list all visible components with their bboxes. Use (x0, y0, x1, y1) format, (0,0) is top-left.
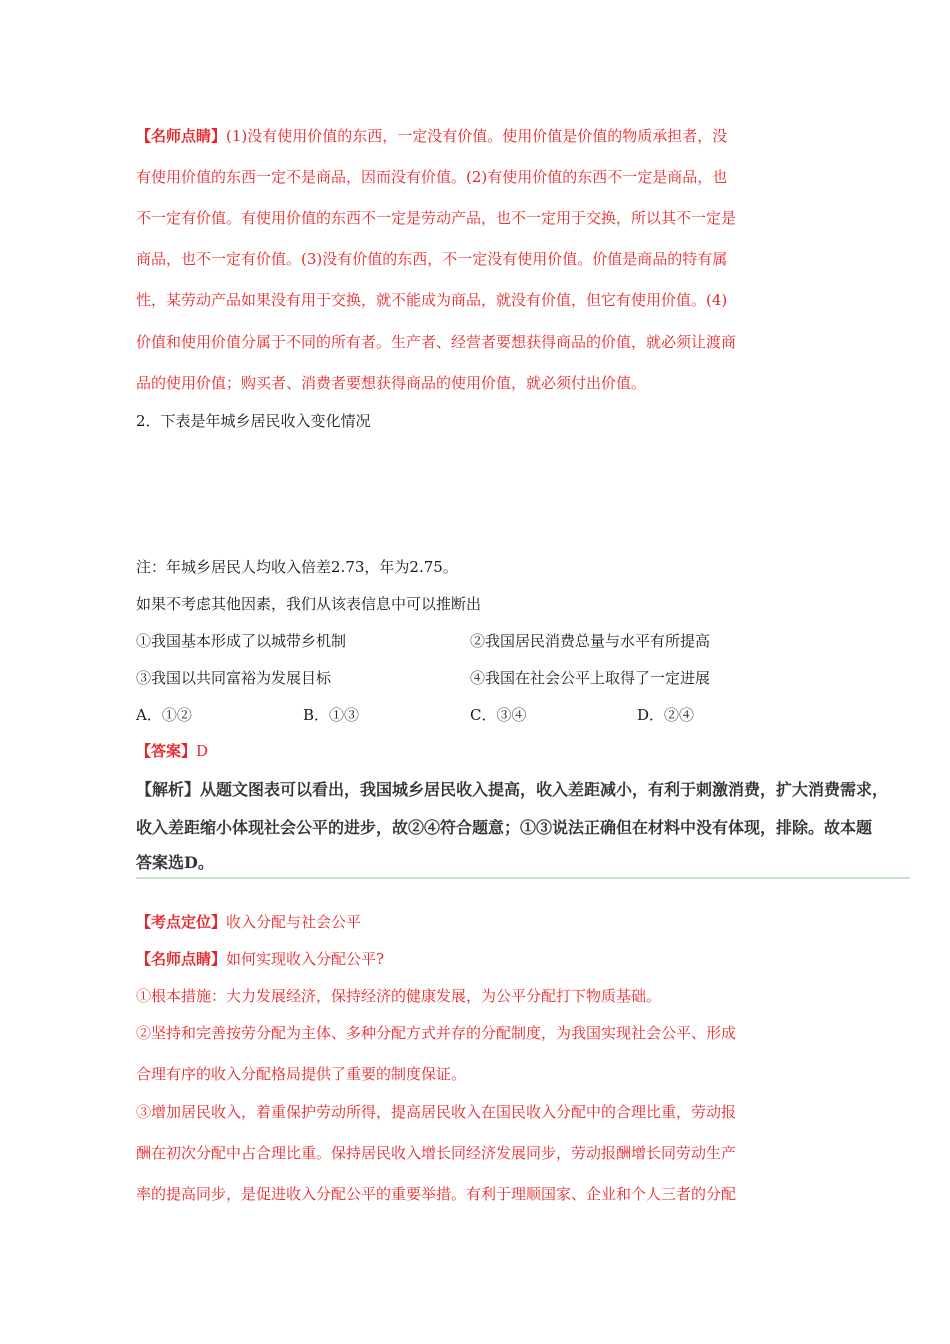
answer-value: D (196, 742, 209, 760)
statement-2: ②我国居民消费总量与水平有所提高 (470, 632, 711, 650)
tip1-tag: 【名师点睛】 (136, 127, 227, 145)
choice-d: D．②④ (637, 706, 695, 724)
tip1-line-5: 性，某劳动产品如果没有用于交换，就不能成为商品，就没有价值，但它有使用价值。(4) (136, 291, 728, 309)
tip2-first: 如何实现收入分配公平? (226, 950, 385, 968)
analysis-line-2: 收入差距缩小体现社会公平的进步，故②④符合题意；①③说法正确但在材料中没有体现，排除。故本题 (136, 818, 873, 837)
analysis-line-3: 答案选D。 (136, 853, 214, 872)
tip1-line-3: 不一定有价值。有使用价值的东西不一定是劳动产品，也不一定用于交换，所以其不一定是 (136, 209, 737, 227)
choice-b: B．①③ (303, 706, 360, 724)
analysis-line-1 (136, 780, 888, 800)
tip1-text-1: (1)没有使用价值的东西，一定没有价值。使用价值是价值的物质承担者，没 (226, 127, 728, 145)
statement-4: ④我国在社会公平上取得了一定进展 (470, 669, 711, 687)
question-note: 注：年城乡居民人均收入倍差2.73，年为2.75。 (136, 558, 458, 576)
answer-line (136, 741, 208, 761)
tip1-line-7: 品的使用价值；购买者、消费者要想获得商品的使用价值，就必须付出价值。 (136, 374, 647, 392)
tip2-line-2: ①根本措施：大力发展经济，保持经济的健康发展，为公平分配打下物质基础。 (136, 987, 662, 1005)
statement-3: ③我国以共同富裕为发展目标 (136, 669, 332, 687)
statement-1: ①我国基本形成了以城带乡机制 (136, 632, 347, 650)
tip2-line-6: 酬在初次分配中占合理比重。保持居民收入增长同经济发展同步，劳动报酬增长同劳动生产 (136, 1144, 737, 1162)
tip1-line-1 (136, 126, 727, 146)
question-title: 2．下表是年城乡居民收入变化情况 (136, 412, 371, 430)
answer-tag: 【答案】 (136, 742, 197, 760)
tip2-tag: 【名师点睛】 (136, 950, 227, 968)
tip1-line-4: 商品，也不一定有价值。(3)没有价值的东西，不一定没有使用价值。价值是商品的特有属 (136, 250, 728, 268)
tip2-line-5: ③增加居民收入，着重保护劳动所得，提高居民收入在国民收入分配中的合理比重，劳动报 (136, 1103, 737, 1121)
tip2-line-1 (136, 949, 384, 969)
kaodian-tag: 【考点定位】 (136, 913, 227, 931)
tip1-line-2: 有使用价值的东西一定不是商品，因而没有价值。(2)有使用价值的东西不一定是商品，也 (136, 168, 728, 186)
analysis-tag: 【解析】 (136, 780, 201, 799)
question-prompt: 如果不考虑其他因素，我们从该表信息中可以推断出 (136, 595, 482, 613)
tip2-line-7: 率的提高同步，是促进收入分配公平的重要举措。有利于理顺国家、企业和个人三者的分配 (136, 1185, 737, 1203)
tip1-line-6: 价值和使用价值分属于不同的所有者。生产者、经营者要想获得商品的价值，就必须让渡商 (136, 333, 737, 351)
tip2-line-4: 合理有序的收入分配格局提供了重要的制度保证。 (136, 1065, 467, 1083)
kaodian-text: 收入分配与社会公平 (226, 913, 362, 931)
section-divider (136, 877, 910, 879)
choice-a: A．①② (136, 706, 192, 724)
analysis-text-1: 从题文图表可以看出，我国城乡居民收入提高，收入差距减小，有利于刺激消费，扩大消费需求， (200, 780, 889, 799)
tip2-line-3: ②坚持和完善按劳分配为主体、多种分配方式并存的分配制度，为我国实现社会公平、形成 (136, 1024, 737, 1042)
kaodian-line (136, 912, 361, 932)
choice-c: C．③④ (470, 706, 527, 724)
